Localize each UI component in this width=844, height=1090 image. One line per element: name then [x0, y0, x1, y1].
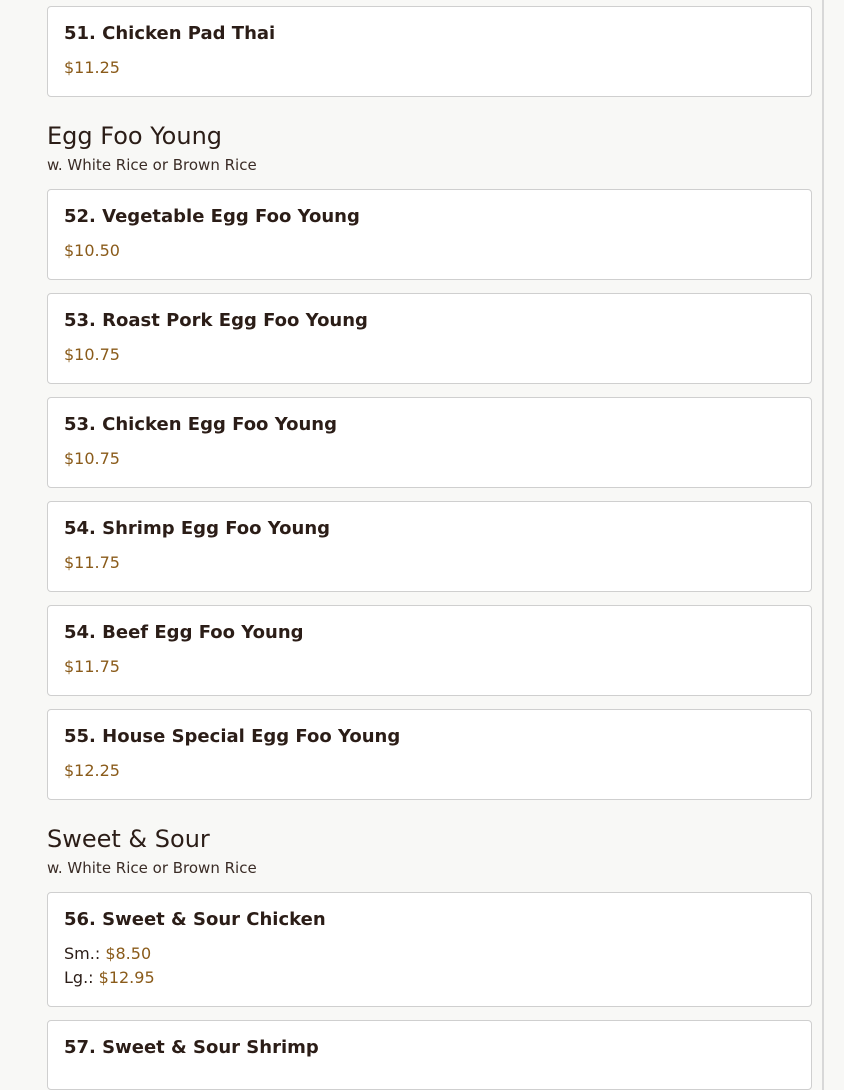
menu-item-name: 54. Shrimp Egg Foo Young [64, 518, 331, 539]
menu-section-egg-foo-young [47, 121, 812, 800]
section-title: Sweet & Sour [47, 825, 210, 853]
size-label: Sm.: [64, 944, 101, 963]
menu-item-price: $10.50 [64, 241, 120, 260]
size-label: Lg.: [64, 968, 94, 987]
menu-item-name: 51. Chicken Pad Thai [64, 23, 276, 44]
menu-item-name: 55. House Special Egg Foo Young [64, 726, 401, 747]
menu-item-name: 57. Sweet & Sour Shrimp [64, 1037, 319, 1058]
menu-item-price: $12.95 [98, 968, 155, 987]
menu-item-name: 53. Roast Pork Egg Foo Young [64, 310, 368, 331]
menu-item-price-line [64, 449, 795, 469]
menu-item-card[interactable] [47, 397, 812, 488]
menu-item-price: $12.25 [64, 761, 120, 780]
menu-item-name: 53. Chicken Egg Foo Young [64, 414, 337, 435]
menu-item-card[interactable] [47, 1020, 812, 1090]
menu-item-price-line [64, 944, 795, 964]
menu-item-price-line [64, 968, 795, 988]
menu-item-name: 54. Beef Egg Foo Young [64, 622, 304, 643]
menu-item-price: $11.25 [64, 58, 120, 77]
menu-item-card[interactable] [47, 293, 812, 384]
menu-content [47, 6, 812, 1090]
section-subtitle: w. White Rice or Brown Rice [47, 156, 257, 174]
menu-item-price: $10.75 [64, 449, 120, 468]
menu-item-price: $10.75 [64, 345, 120, 364]
menu-item-card[interactable] [47, 6, 812, 97]
menu-item-name: 52. Vegetable Egg Foo Young [64, 206, 360, 227]
menu-item-price-line [64, 761, 795, 781]
section-subtitle: w. White Rice or Brown Rice [47, 859, 257, 877]
menu-item-card[interactable] [47, 605, 812, 696]
menu-item-card[interactable] [47, 501, 812, 592]
menu-item-price: $11.75 [64, 657, 120, 676]
menu-item-price: $11.75 [64, 553, 120, 572]
menu-item-price-line [64, 58, 795, 78]
menu-item-price-line [64, 553, 795, 573]
menu-item-card[interactable] [47, 892, 812, 1007]
menu-section-sweet-and-sour [47, 824, 812, 1090]
menu-item-price-line [64, 657, 795, 677]
section-title: Egg Foo Young [47, 122, 223, 150]
menu-item-card[interactable] [47, 189, 812, 280]
scroll-area-border [822, 0, 824, 1090]
menu-item-card[interactable] [47, 709, 812, 800]
menu-item-price-line [64, 345, 795, 365]
menu-item-price-line [64, 241, 795, 261]
menu-item-price: $8.50 [105, 944, 152, 963]
menu-item-name: 56. Sweet & Sour Chicken [64, 909, 326, 930]
